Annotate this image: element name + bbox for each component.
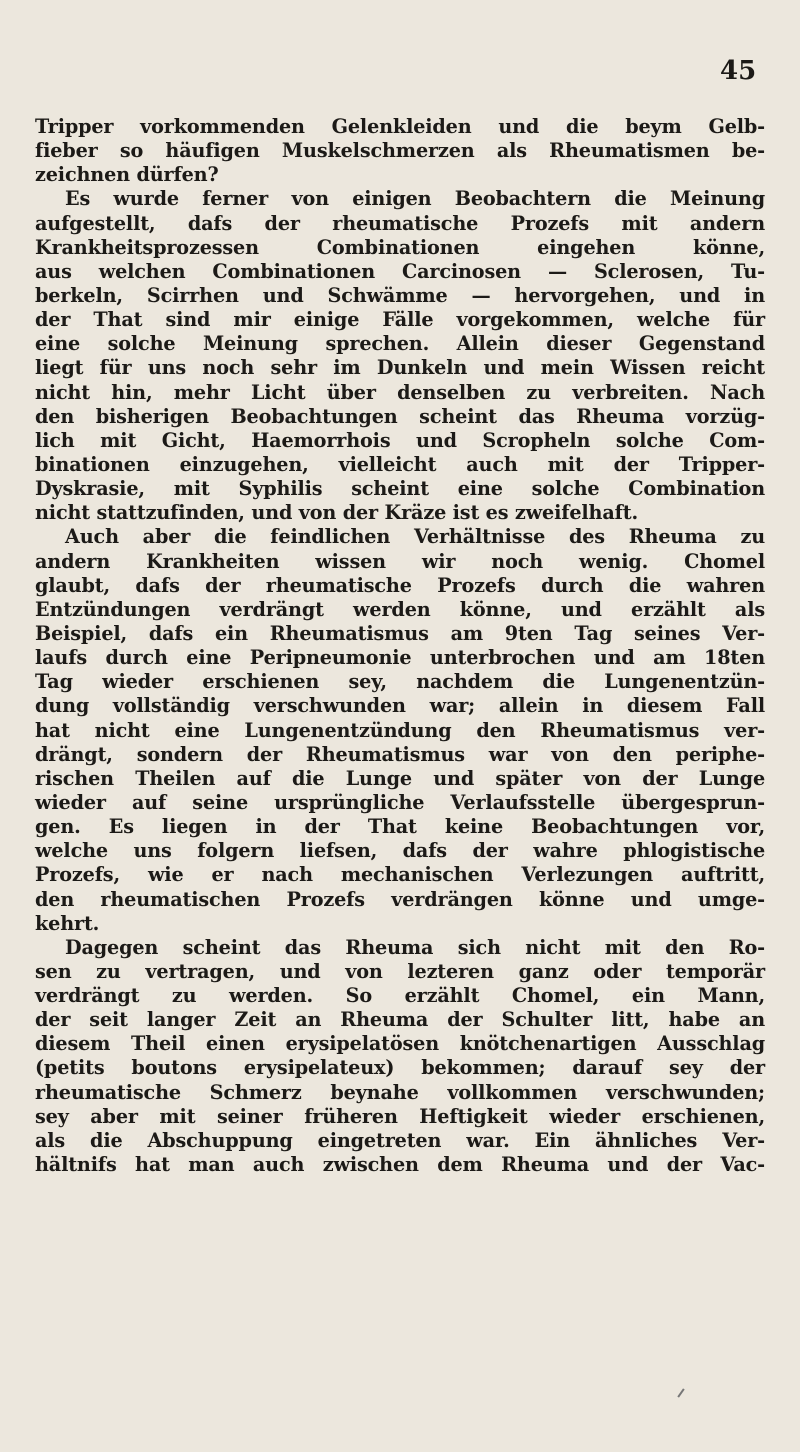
text-line: diesem Theil einen erysipelatösen knötchenartigen Ausschlag: [35, 1032, 765, 1056]
page-number: 45: [720, 56, 757, 86]
text-line: laufs durch eine Peripneumonie unterbrochen und am 18ten: [35, 646, 765, 670]
text-line: hat nicht eine Lungenentzündung den Rheumatismus ver-: [35, 718, 765, 742]
text-line: eine solche Meinung sprechen. Allein dieser Gegenstand: [35, 332, 765, 356]
text-line: dung vollständig verschwunden war; allein in diesem Fall: [35, 694, 765, 718]
text-line: fieber so häufigen Muskelschmerzen als Rheumatismen be-: [35, 139, 765, 163]
text-line: rheumatische Schmerz beynahe vollkommen verschwunden;: [35, 1080, 765, 1104]
text-line: aufgestellt, dafs der rheumatische Prozefs mit andern: [35, 211, 765, 235]
text-line: binationen einzugehen, vielleicht auch mit der Tripper-: [35, 452, 765, 476]
text-line: Es wurde ferner von einigen Beobachtern die Meinung: [65, 187, 765, 211]
text-line: zeichnen dürfen?: [35, 163, 219, 187]
text-line: Tag wieder erschienen sey, nachdem die Lungenentzün-: [35, 670, 765, 694]
text-line: gen. Es liegen in der That keine Beobachtungen vor,: [35, 815, 765, 839]
text-line: als die Abschuppung eingetreten war. Ein ähnliches Ver-: [35, 1128, 765, 1152]
text-line: nicht hin, mehr Licht über denselben zu verbreiten. Nach: [35, 380, 765, 404]
text-line: nicht stattzufinden, und von der Kräze ist es zweifelhaft.: [35, 501, 638, 525]
text-line: rischen Theilen auf die Lunge und später von der Lunge: [35, 766, 765, 790]
text-line: sen zu vertragen, und von lezteren ganz oder temporär: [35, 959, 765, 983]
text-line: lich mit Gicht, Haemorrhois und Scropheln solche Com-: [35, 428, 765, 452]
text-line: Dyskrasie, mit Syphilis scheint eine solche Combination: [35, 477, 765, 501]
text-line: drängt, sondern der Rheumatismus war von den periphe-: [35, 742, 765, 766]
text-line: welche uns folgern liefsen, dafs der wahre phlogistische: [35, 839, 765, 863]
text-line: aus welchen Combinationen Carcinosen — Sclerosen, Tu-: [35, 259, 765, 283]
text-line: berkeln, Scirrhen und Schwämme — hervorgehen, und in: [35, 283, 765, 307]
body-text: [35, 115, 765, 1177]
text-line: der seit langer Zeit an Rheuma der Schulter litt, habe an: [35, 1008, 765, 1032]
text-line: andern Krankheiten wissen wir noch wenig. Chomel: [35, 549, 765, 573]
text-line: der That sind mir einige Fälle vorgekommen, welche für: [35, 308, 765, 332]
text-line: den bisherigen Beobachtungen scheint das Rheuma vorzüg-: [35, 404, 765, 428]
text-line: Auch aber die feindlichen Verhältnisse des Rheuma zu: [65, 525, 765, 549]
text-line: liegt für uns noch sehr im Dunkeln und mein Wissen reicht: [35, 356, 765, 380]
text-line: kehrt.: [35, 911, 100, 935]
stray-mark: [677, 1388, 684, 1397]
text-line: wieder auf seine ursprüngliche Verlaufsstelle übergesprun-: [35, 790, 765, 814]
text-line: Entzündungen verdrängt werden könne, und erzählt als: [35, 597, 765, 621]
text-line: sey aber mit seiner früheren Heftigkeit wieder erschienen,: [35, 1104, 765, 1128]
text-line: Beispiel, dafs ein Rheumatismus am 9ten Tag seines Ver-: [35, 621, 765, 645]
text-line: glaubt, dafs der rheumatische Prozefs durch die wahren: [35, 573, 765, 597]
text-line: Dagegen scheint das Rheuma sich nicht mit den Ro-: [65, 935, 765, 959]
text-line: Tripper vorkommenden Gelenkleiden und die beym Gelb-: [35, 115, 765, 138]
text-line: Krankheitsprozessen Combinationen eingehen könne,: [35, 235, 765, 259]
text-line: (petits boutons erysipelateux) bekommen; darauf sey der: [35, 1056, 765, 1080]
text-line: verdrängt zu werden. So erzählt Chomel, ein Mann,: [35, 984, 765, 1008]
text-line: Prozefs, wie er nach mechanischen Verlezungen auftritt,: [35, 863, 765, 887]
text-line: hältnifs hat man auch zwischen dem Rheuma und der Vac-: [35, 1153, 765, 1177]
text-line: den rheumatischen Prozefs verdrängen könne und umge-: [35, 887, 765, 911]
